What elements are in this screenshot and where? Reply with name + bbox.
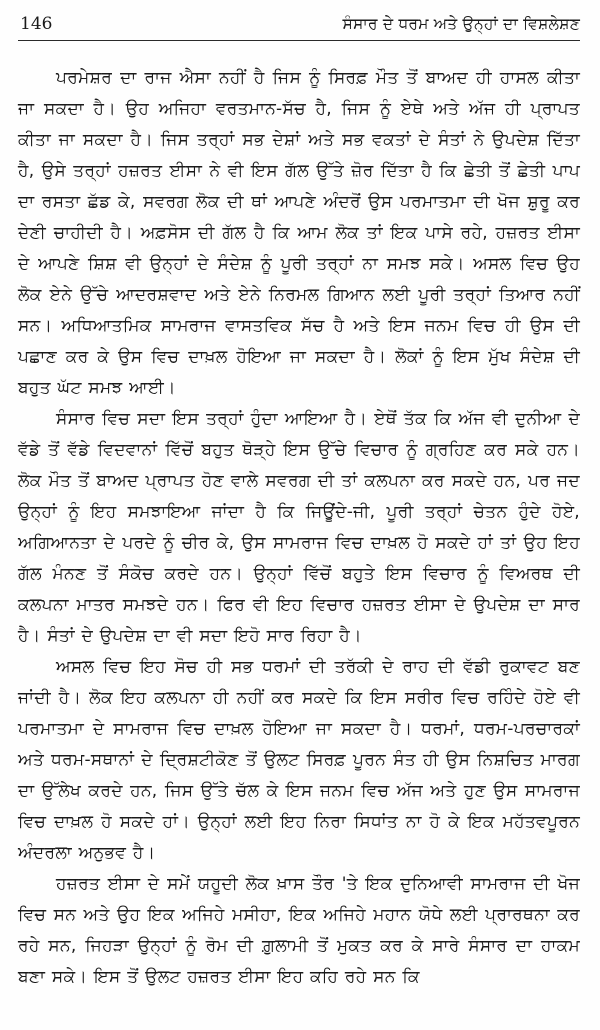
- page-number: 146: [20, 14, 53, 34]
- paragraph-3: ਅਸਲ ਵਿਚ ਇਹ ਸੋਚ ਹੀ ਸਭ ਧਰਮਾਂ ਦੀ ਤਰੱਕੀ ਦੇ ਰਾਹ ਦੀ ਵੱਡੀ ਰੁਕਾਵਟ ਬਣ ਜਾਂਦੀ ਹੈ। ਲੋਕ ਇਹ ਕਲਪਨਾ ਹੀ ਨਹੀਂ ਕਰ ਸਕਦੇ ਕਿ ਇਸ ਸਰੀਰ ਵਿਚ ਰਹਿੰਦੇ ਹੋਏ ਵੀ ਪਰਮਾਤਮਾ ਦੇ ਸਾਮਰਾਜ ਵਿਚ ਦਾਖ਼ਲ ਹੋਇਆ ਜਾ ਸਕਦਾ ਹੈ। ਧਰਮਾਂ, ਧਰਮ-ਪਰਚਾਰਕਾਂ ਅਤੇ ਧਰਮ-ਸਥਾਨਾਂ ਦੇ ਦ੍ਰਿਸ਼ਟੀਕੋਣ ਤੋਂ ਉਲਟ ਸਿਰਫ਼ ਪੂਰਨ ਸੰਤ ਹੀ ਉਸ ਨਿਸ਼ਚਿਤ ਮਾਰਗ ਦਾ ਉੱਲੇਖ ਕਰਦੇ ਹਨ, ਜਿਸ ਉੱਤੇ ਚੱਲ ਕੇ ਇਸ ਜਨਮ ਵਿਚ ਅੱਜ ਅਤੇ ਹੁਣ ਉਸ ਸਾਮਰਾਜ ਵਿਚ ਦਾਖ਼ਲ ਹੋ ਸਕਦੇ ਹਾਂ। ਉਨ੍ਹਾਂ ਲਈ ਇਹ ਨਿਰਾ ਸਿਧਾਂਤ ਨਾ ਹੋ ਕੇ ਇਕ ਮਹੱਤਵਪੂਰਨ ਅੰਦਰਲਾ ਅਨੁਭਵ ਹੈ।: [18, 657, 580, 863]
- paragraph-1: ਪਰਮੇਸ਼ਰ ਦਾ ਰਾਜ ਐਸਾ ਨਹੀਂ ਹੈ ਜਿਸ ਨੂੰ ਸਿਰਫ਼ ਮੌਤ ਤੋਂ ਬਾਅਦ ਹੀ ਹਾਸਲ ਕੀਤਾ ਜਾ ਸਕਦਾ ਹੈ। ਉਹ ਅਜਿਹਾ ਵਰਤਮਾਨ-ਸੱਚ ਹੈ, ਜਿਸ ਨੂੰ ਏਥੇ ਅਤੇ ਅੱਜ ਹੀ ਪ੍ਰਾਪਤ ਕੀਤਾ ਜਾ ਸਕਦਾ ਹੈ। ਜਿਸ ਤਰ੍ਹਾਂ ਸਭ ਦੇਸ਼ਾਂ ਅਤੇ ਸਭ ਵਕਤਾਂ ਦੇ ਸੰਤਾਂ ਨੇ ਉਪਦੇਸ਼ ਦਿੱਤਾ ਹੈ, ਉਸੇ ਤਰ੍ਹਾਂ ਹਜ਼ਰਤ ਈਸਾ ਨੇ ਵੀ ਇਸ ਗੱਲ ਉੱਤੇ ਜ਼ੋਰ ਦਿੱਤਾ ਹੈ ਕਿ ਛੇਤੀ ਤੋਂ ਛੇਤੀ ਪਾਪ ਦਾ ਰਸਤਾ ਛੱਡ ਕੇ, ਸਵਰਗ ਲੋਕ ਦੀ ਥਾਂ ਆਪਣੇ ਅੰਦਰੋਂ ਉਸ ਪਰਮਾਤਮਾ ਦੀ ਖੋਜ ਸ਼ੁਰੂ ਕਰ ਦੇਣੀ ਚਾਹੀਦੀ ਹੈ। ਅਫ਼ਸੋਸ ਦੀ ਗੱਲ ਹੈ ਕਿ ਆਮ ਲੋਕ ਤਾਂ ਇਕ ਪਾਸੇ ਰਹੇ, ਹਜ਼ਰਤ ਈਸਾ ਦੇ ਆਪਣੇ ਸ਼ਿਸ਼ ਵੀ ਉਨ੍ਹਾਂ ਦੇ ਸੰਦੇਸ਼ ਨੂੰ ਪੂਰੀ ਤਰ੍ਹਾਂ ਨਾ ਸਮਝ ਸਕੇ। ਅਸਲ ਵਿਚ ਉਹ ਲੋਕ ਏਨੇ ਉੱਚੇ ਆਦਰਸ਼ਵਾਦ ਅਤੇ ਏਨੇ ਨਿਰਮਲ ਗਿਆਨ ਲਈ ਪੂਰੀ ਤਰ੍ਹਾਂ ਤਿਆਰ ਨਹੀਂ ਸਨ। ਅਧਿਆਤਮਿਕ ਸਾਮਰਾਜ ਵਾਸਤਵਿਕ ਸੱਚ ਹੈ ਅਤੇ ਇਸ ਜਨਮ ਵਿਚ ਹੀ ਉਸ ਦੀ ਪਛਾਣ ਕਰ ਕੇ ਉਸ ਵਿਚ ਦਾਖ਼ਲ ਹੋਇਆ ਜਾ ਸਕਦਾ ਹੈ। ਲੋਕਾਂ ਨੂੰ ਇਸ ਮੁੱਖ ਸੰਦੇਸ਼ ਦੀ ਬਹੁਤ ਘੱਟ ਸਮਝ ਆਈ।: [18, 68, 580, 398]
- page-header: [18, 14, 580, 41]
- body-text: [18, 63, 580, 993]
- paragraph-2: ਸੰਸਾਰ ਵਿਚ ਸਦਾ ਇਸ ਤਰ੍ਹਾਂ ਹੁੰਦਾ ਆਇਆ ਹੈ। ਏਥੋਂ ਤੱਕ ਕਿ ਅੱਜ ਵੀ ਦੁਨੀਆ ਦੇ ਵੱਡੇ ਤੋਂ ਵੱਡੇ ਵਿਦਵਾਨਾਂ ਵਿੱਚੋਂ ਬਹੁਤ ਥੋੜ੍ਹੇ ਇਸ ਉੱਚੇ ਵਿਚਾਰ ਨੂੰ ਗ੍ਰਹਿਣ ਕਰ ਸਕੇ ਹਨ। ਲੋਕ ਮੌਤ ਤੋਂ ਬਾਅਦ ਪ੍ਰਾਪਤ ਹੋਣ ਵਾਲੇ ਸਵਰਗ ਦੀ ਤਾਂ ਕਲਪਨਾ ਕਰ ਸਕਦੇ ਹਨ, ਪਰ ਜਦ ਉਨ੍ਹਾਂ ਨੂੰ ਇਹ ਸਮਝਾਇਆ ਜਾਂਦਾ ਹੈ ਕਿ ਜਿਊਂਦੇ-ਜੀ, ਪੂਰੀ ਤਰ੍ਹਾਂ ਚੇਤਨ ਹੁੰਦੇ ਹੋਏ, ਅਗਿਆਨਤਾ ਦੇ ਪਰਦੇ ਨੂੰ ਚੀਰ ਕੇ, ਉਸ ਸਾਮਰਾਜ ਵਿਚ ਦਾਖ਼ਲ ਹੋ ਸਕਦੇ ਹਾਂ ਤਾਂ ਉਹ ਇਹ ਗੱਲ ਮੰਨਣ ਤੋਂ ਸੰਕੋਚ ਕਰਦੇ ਹਨ। ਉਨ੍ਹਾਂ ਵਿੱਚੋਂ ਬਹੁਤੇ ਇਸ ਵਿਚਾਰ ਨੂੰ ਵਿਅਰਥ ਦੀ ਕਲਪਨਾ ਮਾਤਰ ਸਮਝਦੇ ਹਨ। ਫਿਰ ਵੀ ਇਹ ਵਿਚਾਰ ਹਜ਼ਰਤ ਈਸਾ ਦੇ ਉਪਦੇਸ਼ ਦਾ ਸਾਰ ਹੈ। ਸੰਤਾਂ ਦੇ ਉਪਦੇਸ਼ ਦਾ ਵੀ ਸਦਾ ਇਹੋ ਸਾਰ ਰਿਹਾ ਹੈ।: [18, 409, 580, 646]
- running-title: ਸੰਸਾਰ ਦੇ ਧਰਮ ਅਤੇ ਉਨ੍ਹਾਂ ਦਾ ਵਿਸ਼ਲੇਸ਼ਣ: [342, 15, 580, 33]
- paragraph-4: ਹਜ਼ਰਤ ਈਸਾ ਦੇ ਸਮੇਂ ਯਹੂਦੀ ਲੋਕ ਖ਼ਾਸ ਤੌਰ 'ਤੇ ਇਕ ਦੁਨਿਆਵੀ ਸਾਮਰਾਜ ਦੀ ਖੋਜ ਵਿਚ ਸਨ ਅਤੇ ਉਹ ਇਕ ਅਜਿਹੇ ਮਸੀਹਾ, ਇਕ ਅਜਿਹੇ ਮਹਾਨ ਯੋਧੇ ਲਈ ਪ੍ਰਾਰਥਨਾ ਕਰ ਰਹੇ ਸਨ, ਜਿਹੜਾ ਉਨ੍ਹਾਂ ਨੂੰ ਰੋਮ ਦੀ ਗ਼ੁਲਾਮੀ ਤੋਂ ਮੁਕਤ ਕਰ ਕੇ ਸਾਰੇ ਸੰਸਾਰ ਦਾ ਹਾਕਮ ਬਣਾ ਸਕੇ। ਇਸ ਤੋਂ ਉਲਟ ਹਜ਼ਰਤ ਈਸਾ ਇਹ ਕਹਿ ਰਹੇ ਸਨ ਕਿ: [18, 874, 580, 987]
